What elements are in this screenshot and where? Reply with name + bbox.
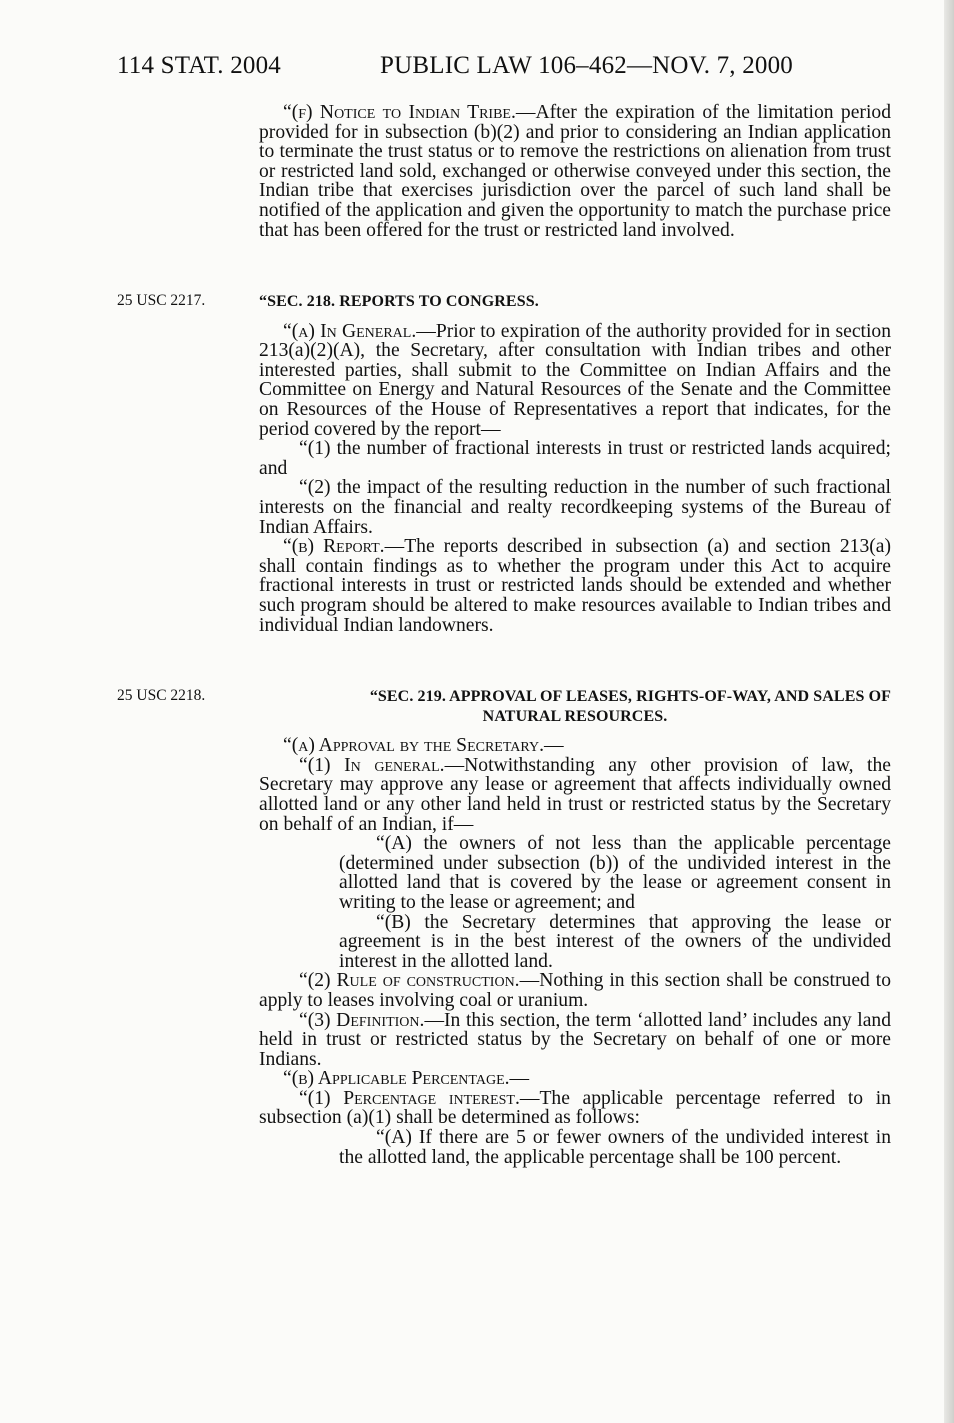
paragraph-text: —After the expiration of the limitation period provided for in subsection (b)(2) and prior to considering an Indian application to terminate the trust status or to remove the restrictions on alienation from trust or restricted land sold, exchanged or otherwise conveyed under this section, the Indian tribe that exercises jurisdiction over the parcel of such land shall be notified of the application and given the opportunity to match the purchase price that has been offered for the trust or restricted land involved. [259, 102, 891, 241]
paragraph-text: —Prior to expiration of the authority provided for in section 213(a)(2)(A), the Secretary, after consultation with Indian tribes and other interested parties, shall submit to the Committee on Indian Affairs and the Committee on Energy and Natural Resources of the Senate and the Committee on Resources of the House of Representatives a report that indicates, for the period covered by the report— [259, 320, 891, 440]
paragraph-219-a1 [219, 756, 891, 834]
margin-note-usc-2218: 25 USC 2218. [117, 687, 206, 704]
public-law-heading: PUBLIC LAW 106–462—NOV. 7, 2000 [380, 52, 794, 79]
paragraph-218-a [259, 322, 891, 440]
paragraph-218-b [259, 537, 891, 635]
paragraph-219-b1A: “(A) If there are 5 or fewer owners of the undivided interest in the allotted land, the applicable percentage shall be 100 percent. [339, 1127, 891, 1168]
section-219-heading-line2: NATURAL RESOURCES. [482, 707, 668, 725]
paragraph-219-b1 [219, 1089, 891, 1128]
stat-page-citation: 114 STAT. 2004 [117, 52, 281, 79]
paragraph-218-a2: “(2) the impact of the resulting reduction in the number of such fractional interests on the financial and realty recordkeeping systems of the Bureau of Indian Affairs. [259, 477, 891, 538]
paragraph-text: —The reports described in subsection (a) and section 213(a) shall contain findings as to whether the program under this Act to acquire fractional interests in trust or restricted lands should be extended and whether such program should be altered to make resources available to Indian tribes and individual Indian landowners. [259, 536, 892, 636]
paragraph-heading: “(1) Percentage interest. [299, 1087, 520, 1109]
section-218-heading: “SEC. 218. REPORTS TO CONGRESS. [259, 293, 539, 310]
margin-note-usc-2217: 25 USC 2217. [117, 292, 206, 309]
paragraph-219-a2 [219, 971, 891, 1010]
paragraph-heading: “(3) Definition. [299, 1009, 425, 1031]
paragraph-f-notice [259, 103, 891, 240]
paragraph-219-a1A: “(A) the owners of not less than the applicable percentage (determined under subsection (b)) of the undivided interest in the allotted land that is covered by the lease or agreement consent in writing to the lease or agreement; and [339, 833, 891, 913]
paragraph-text: —Notwithstanding any other provision of law, the Secretary may approve any lease or agreement that affects individually owned allotted land or any other land held in trust or restricted status by the Secretary on behalf of an Indian, if— [259, 754, 891, 835]
paragraph-heading: “(2) Rule of construction. [299, 970, 520, 992]
paragraph-text: —The applicable percentage referred to in subsection (a)(1) shall be determined as follows: [259, 1087, 891, 1129]
paragraph-text: —Nothing in this section shall be construed to apply to leases involving coal or uranium. [259, 970, 892, 1011]
paragraph-219-a3 [219, 1011, 891, 1070]
section-f-notice [259, 103, 891, 240]
section-218 [259, 292, 891, 635]
subsection-219-b-heading: “(b) Applicable Percentage.— [283, 1068, 530, 1090]
subsection-heading: “(b) Report. [283, 536, 385, 558]
paragraph-218-a1: “(1) the number of fractional interests in trust or restricted lands acquired; and [259, 438, 891, 479]
page-edge-shadow [944, 0, 954, 1423]
paragraph-heading: “(1) In general. [299, 754, 445, 776]
paragraph-219-a1B: “(B) the Secretary determines that approving the lease or agreement is in the best interest of the owners of the undivided interest in the allotted land. [339, 911, 891, 972]
subsection-219-a-heading: “(a) Approval by the Secretary.— [283, 735, 564, 757]
paragraph-text: —In this section, the term ‘allotted land’ includes any land held in trust or restricted status by the Secretary on behalf of one or more Indians. [259, 1009, 891, 1070]
section-219 [259, 687, 891, 1167]
subsection-heading: “(f) Notice to Indian Tribe. [283, 102, 516, 123]
section-219-heading-line1: “SEC. 219. APPROVAL OF LEASES, RIGHTS-OF-WAY, AND SALES OF [369, 688, 891, 705]
subsection-heading: “(a) In General. [283, 320, 417, 342]
